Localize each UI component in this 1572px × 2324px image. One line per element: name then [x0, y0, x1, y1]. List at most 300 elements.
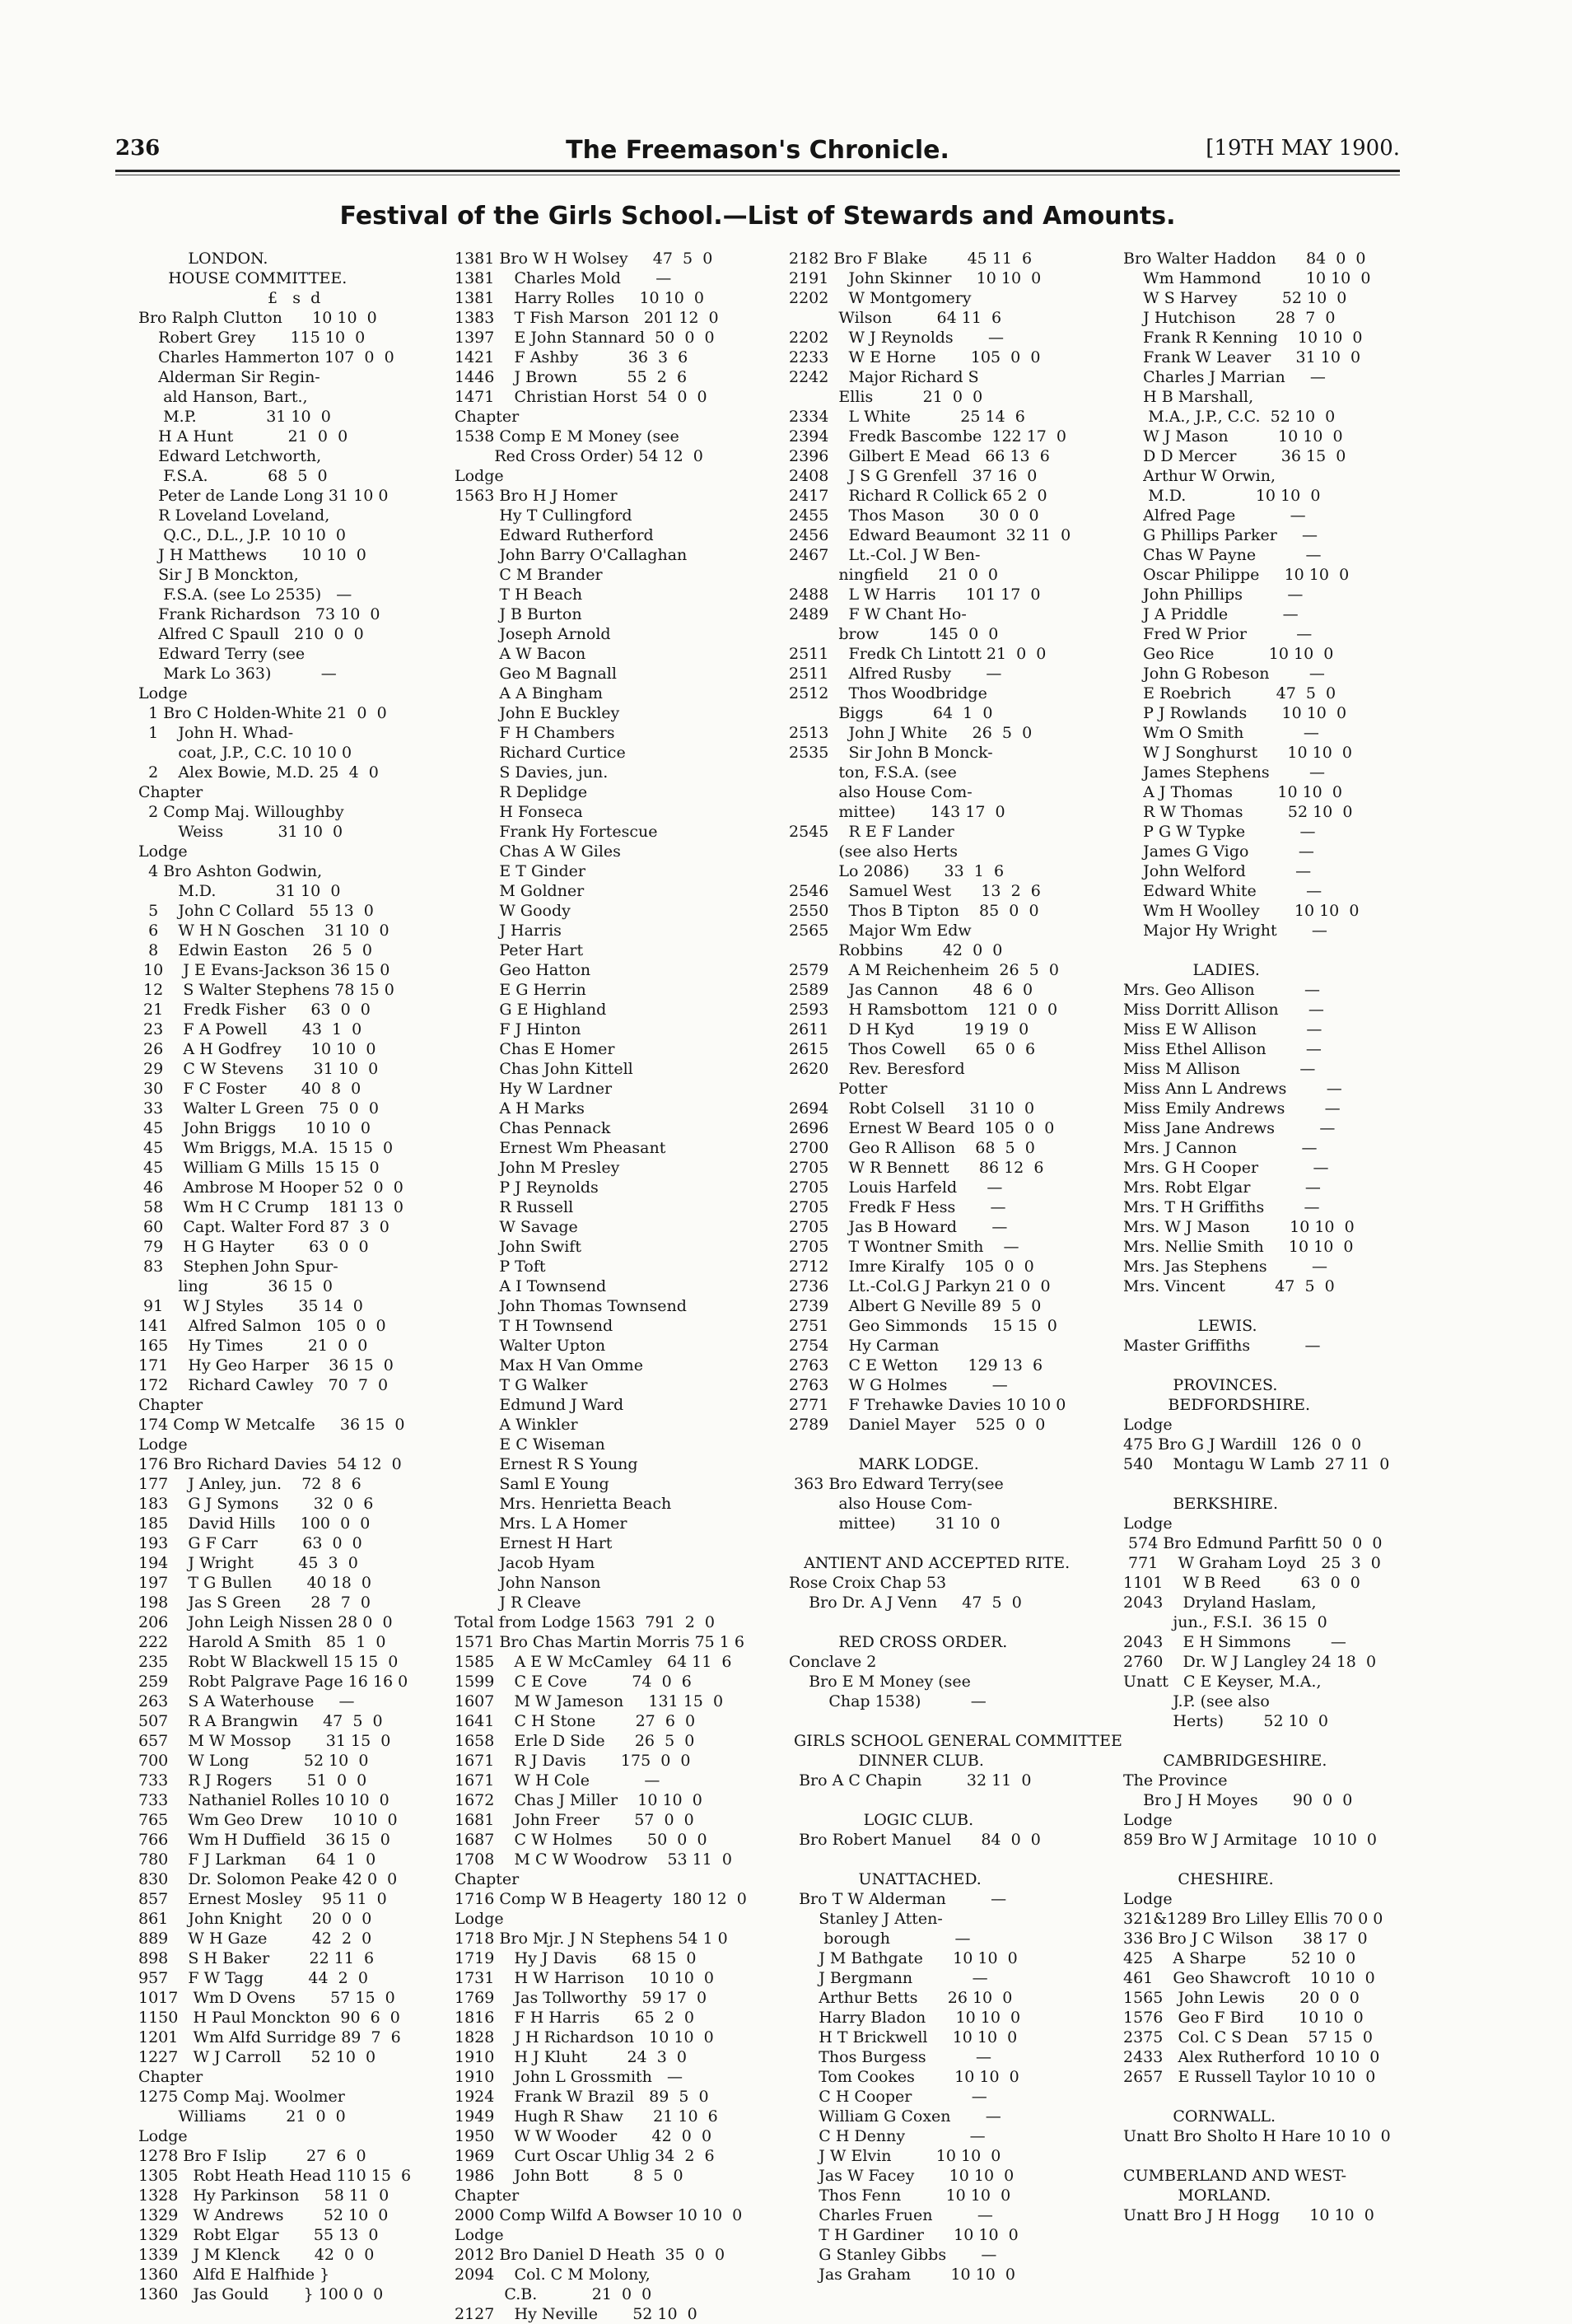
text-line: Jas W Facey 10 10 0	[789, 2167, 1015, 2185]
text-line: ton, F.S.A. (see	[789, 763, 957, 782]
text-line: Edward Rutherford	[455, 526, 654, 544]
text-line: Total from Lodge 1563 791 2 0	[455, 1613, 716, 1631]
text-line: RED CROSS ORDER.	[789, 1633, 1008, 1651]
text-line: 957 F W Tagg 44 2 0	[138, 1969, 368, 1987]
text-line: 58 Wm H C Crump 181 13 0	[138, 1198, 403, 1216]
text-line: Frank Richardson 73 10 0	[138, 605, 380, 623]
text-line: 177 J Anley, jun. 72 8 6	[138, 1475, 362, 1493]
text-line: Lo 2086) 33 1 6	[789, 862, 1005, 880]
text-line: Mrs. J Cannon —	[1123, 1139, 1318, 1157]
text-line: 185 David Hills 100 0 0	[138, 1514, 371, 1533]
text-line: Wilson 64 11 6	[789, 309, 1002, 327]
text-line	[1123, 2146, 1426, 2166]
text-line: 29 C W Stevens 31 10 0	[138, 1060, 379, 1078]
text-line: LONDON.	[138, 250, 268, 268]
text-line: C.B. 21 0 0	[455, 2285, 652, 2303]
text-line: 733 R J Rogers 51 0 0	[138, 1771, 367, 1790]
text-line: Lodge	[138, 684, 188, 702]
text-line: 1471 Christian Horst 54 0 0	[455, 388, 707, 406]
text-line: 1381 Charles Mold —	[455, 269, 672, 287]
text-line: 30 F C Foster 40 8 0	[138, 1080, 362, 1098]
text-line: Frank Hy Fortescue	[455, 823, 658, 841]
text-line	[1123, 2087, 1426, 2107]
text-line: 176 Bro Richard Davies 54 12 0	[138, 1455, 402, 1473]
text-line: 1585 A E W McCamley 64 11 6	[455, 1653, 732, 1671]
text-line: Max H Van Omme	[455, 1356, 643, 1374]
text-line: 10 J E Evans-Jackson 36 15 0	[138, 961, 390, 979]
text-line: Hy W Lardner	[455, 1080, 613, 1098]
text-line: 475 Bro G J Wardill 126 0 0	[1123, 1435, 1362, 1454]
text-line: H B Marshall,	[1123, 388, 1254, 406]
text-line: 2512 Thos Woodbridge	[789, 684, 987, 702]
text-line: Ernest Wm Pheasant	[455, 1139, 666, 1157]
text-line: Miss Ethel Allison —	[1123, 1040, 1322, 1058]
text-line: 2589 Jas Cannon 48 6 0	[789, 981, 1033, 999]
text-line: John Nanson	[455, 1574, 601, 1592]
text-line: 1421 F Ashby 36 3 6	[455, 348, 688, 366]
text-line: James G Vigo —	[1123, 842, 1314, 861]
text-line: Mrs. G H Cooper —	[1123, 1159, 1329, 1177]
text-line: Alderman Sir Regin-	[138, 368, 320, 386]
text-line: 2456 Edward Beaumont 32 11 0	[789, 526, 1071, 544]
text-line	[789, 1612, 1103, 1632]
text-line: Potter	[789, 1080, 888, 1098]
text-line: Unatt Bro Sholto H Hare 10 10 0	[1123, 2127, 1391, 2145]
text-line: 12 S Walter Stephens 78 15 0	[138, 981, 394, 999]
text-line: Unatt C E Keyser, M.A.,	[1123, 1673, 1322, 1691]
text-line: W Goody	[455, 902, 571, 920]
text-line: Miss Ann L Andrews —	[1123, 1080, 1342, 1098]
text-line: 2012 Bro Daniel D Heath 35 0 0	[455, 2246, 725, 2264]
text-line: LEWIS.	[1123, 1317, 1257, 1335]
text-line: 574 Bro Edmund Parfitt 50 0 0	[1123, 1534, 1383, 1552]
issue-date: [19TH MAY 1900.	[1206, 136, 1400, 161]
text-line: Bro Dr. A J Venn 47 5 0	[789, 1594, 1022, 1612]
text-line: Harry Bladon 10 10 0	[789, 2009, 1021, 2027]
text-line	[1123, 1731, 1426, 1751]
text-line: W J Mason 10 10 0	[1123, 427, 1343, 446]
text-line: 2696 Ernest W Beard 105 0 0	[789, 1119, 1055, 1137]
text-line: 8 Edwin Easton 26 5 0	[138, 941, 372, 959]
text-line: 2 Alex Bowie, M.D. 25 4 0	[138, 763, 379, 782]
text-line: 4 Bro Ashton Godwin,	[138, 862, 323, 880]
text-line: 2771 F Trehawke Davies 10 10 0	[789, 1396, 1066, 1414]
text-line: 1101 W B Reed 63 0 0	[1123, 1574, 1360, 1592]
text-line: Lodge	[138, 2127, 188, 2145]
text-line: 2396 Gilbert E Mead 66 13 6	[789, 447, 1050, 465]
text-line: Miss Emily Andrews —	[1123, 1099, 1341, 1118]
text-line: 2334 L White 25 14 6	[789, 408, 1025, 426]
text-line: 889 W H Gaze 42 2 0	[138, 1930, 372, 1948]
text-line: F.S.A. (see Lo 2535) —	[138, 586, 352, 604]
text-line: Thos Burgess —	[789, 2048, 991, 2066]
header-rule	[115, 170, 1400, 172]
text-line: 1383 T Fish Marson 201 12 0	[455, 309, 719, 327]
text-line: Lodge	[1123, 1890, 1173, 1908]
text-line	[1123, 1474, 1426, 1494]
text-line: 1658 Erle D Side 26 5 0	[455, 1732, 695, 1750]
text-line: C H Denny —	[789, 2127, 986, 2145]
text-line: Bro A C Chapin 32 11 0	[789, 1771, 1032, 1790]
text-line: G E Highland	[455, 1001, 607, 1019]
text-line: 2700 Geo R Allison 68 5 0	[789, 1139, 1035, 1157]
text-line: 1 Bro C Holden-White 21 0 0	[138, 704, 387, 722]
text-line: MORLAND.	[1123, 2186, 1271, 2205]
text-line: 540 Montagu W Lamb 27 11 0	[1123, 1455, 1390, 1473]
text-line: LADIES.	[1123, 961, 1260, 979]
text-line: 1201 Wm Alfd Surridge 89 7 6	[138, 2028, 401, 2046]
text-line: 1360 Alfd E Halfhide }	[138, 2266, 330, 2284]
text-line: Mrs. T H Griffiths —	[1123, 1198, 1320, 1216]
text-line: A A Bingham	[455, 684, 603, 702]
text-line: 2000 Comp Wilfd A Bowser 10 10 0	[455, 2206, 743, 2224]
text-line: 171 Hy Geo Harper 36 15 0	[138, 1356, 394, 1374]
text-line: 2375 Col. C S Dean 57 15 0	[1123, 2028, 1373, 2046]
text-line: 2789 Daniel Mayer 525 0 0	[789, 1416, 1046, 1434]
text-line: Geo Hatton	[455, 961, 591, 979]
text-line: 1910 John L Grossmith —	[455, 2068, 683, 2086]
text-line: F J Hinton	[455, 1020, 581, 1038]
text-line: Jas Graham 10 10 0	[789, 2266, 1016, 2284]
text-line: Weiss 31 10 0	[138, 823, 343, 841]
text-line: J Hutchison 28 7 0	[1123, 309, 1336, 327]
text-line: 1381 Harry Rolles 10 10 0	[455, 289, 704, 307]
text-line: Major Hy Wright —	[1123, 922, 1327, 940]
text-line: 2760 Dr. W J Langley 24 18 0	[1123, 1653, 1377, 1671]
text-line: HOUSE COMMITTEE.	[138, 269, 348, 287]
text-line: 1672 Chas J Miller 10 10 0	[455, 1791, 702, 1809]
text-line: 2489 F W Chant Ho-	[789, 605, 967, 623]
text-line: Lodge	[138, 1435, 188, 1454]
text-line: Bro J H Moyes 90 0 0	[1123, 1791, 1353, 1809]
text-line: 259 Robt Palgrave Page 16 16 0	[138, 1673, 408, 1691]
text-line: William G Coxen —	[789, 2107, 1001, 2126]
text-line: borough —	[789, 1930, 971, 1948]
text-line: T H Beach	[455, 586, 583, 604]
text-line: Walter Upton	[455, 1337, 606, 1355]
text-line: 2736 Lt.-Col.G J Parkyn 21 0 0	[789, 1277, 1051, 1295]
text-line	[1123, 1850, 1426, 1869]
text-line: 1671 W H Cole —	[455, 1771, 660, 1790]
text-line: Robbins 42 0 0	[789, 941, 1003, 959]
text-line: 830 Dr. Solomon Peake 42 0 0	[138, 1870, 398, 1888]
text-line: 1731 H W Harrison 10 10 0	[455, 1969, 715, 1987]
text-line: 1718 Bro Mjr. J N Stephens 54 1 0	[455, 1930, 728, 1948]
text-line: Chas Pennack	[455, 1119, 611, 1137]
text-line: John Barry O'Callaghan	[455, 546, 688, 564]
text-line: BEDFORDSHIRE.	[1123, 1396, 1311, 1414]
text-line: 91 W J Styles 35 14 0	[138, 1297, 363, 1315]
page-header	[115, 136, 1400, 169]
text-line: jun., F.S.I. 36 15 0	[1123, 1613, 1327, 1631]
text-line: 2593 H Ramsbottom 121 0 0	[789, 1001, 1058, 1019]
text-line: 2417 Richard R Collick 65 2 0	[789, 487, 1047, 505]
text-line: 2754 Hy Carman	[789, 1337, 940, 1355]
text-line: 1017 Wm D Ovens 57 15 0	[138, 1989, 395, 2007]
text-line: Richard Curtice	[455, 744, 626, 762]
text-line: 2545 R E F Lander	[789, 823, 954, 841]
text-line	[1123, 1296, 1426, 1316]
text-line: 2615 Thos Cowell 65 0 6	[789, 1040, 1036, 1058]
text-line: 2705 W R Bennett 86 12 6	[789, 1159, 1044, 1177]
text-line: Lodge	[138, 842, 188, 861]
text-line: 2579 A M Reichenheim 26 5 0	[789, 961, 1059, 979]
text-line: 2705 Fredk F Hess —	[789, 1198, 1006, 1216]
text-line	[789, 1533, 1103, 1553]
text-line: 2565 Major Wm Edw	[789, 922, 972, 940]
text-line: Tom Cookes 10 10 0	[789, 2068, 1019, 2086]
page-title: Festival of the Girls School.—List of Stewards and Amounts.	[339, 202, 1176, 231]
text-line: Ernest R S Young	[455, 1455, 638, 1473]
text-line: J B Burton	[455, 605, 582, 623]
text-line: ling 36 15 0	[138, 1277, 333, 1295]
text-line: J.P. (see also	[1123, 1692, 1270, 1710]
text-line: 2620 Rev. Beresford	[789, 1060, 965, 1078]
text-line: CHESHIRE.	[1123, 1870, 1274, 1888]
text-line: Wm O Smith —	[1123, 724, 1319, 742]
text-line: 2513 John J White 26 5 0	[789, 724, 1033, 742]
text-line: 45 John Briggs 10 10 0	[138, 1119, 371, 1137]
text-line: GIRLS SCHOOL GENERAL COMMITTEE	[789, 1732, 1122, 1750]
text-line: 700 W Long 52 10 0	[138, 1752, 369, 1770]
text-line: MARK LODGE.	[789, 1455, 979, 1473]
text-line: 2043 Dryland Haslam,	[1123, 1594, 1317, 1612]
text-line: Chas W Payne —	[1123, 546, 1322, 564]
text-line: 2233 W E Horne 105 0 0	[789, 348, 1041, 366]
text-line: M Goldner	[455, 882, 585, 900]
text-line: 2408 J S G Grenfell 37 16 0	[789, 467, 1038, 485]
text-line: E Roebrich 47 5 0	[1123, 684, 1336, 702]
text-line: 1599 C E Cove 74 0 6	[455, 1673, 692, 1691]
text-line: Mrs. Vincent 47 5 0	[1123, 1277, 1335, 1295]
text-line: Bro Walter Haddon 84 0 0	[1123, 250, 1366, 268]
text-line: 2202 W Montgomery	[789, 289, 972, 307]
text-line: Geo M Bagnall	[455, 665, 617, 683]
text-line: Miss Jane Andrews —	[1123, 1119, 1336, 1137]
text-line: 1381 Bro W H Wolsey 47 5 0	[455, 250, 713, 268]
text-line: 657 M W Mossop 31 15 0	[138, 1732, 391, 1750]
text-line: Chapter	[455, 2186, 520, 2205]
text-line: T H Gardiner 10 10 0	[789, 2226, 1019, 2244]
text-line: 766 Wm H Duffield 36 15 0	[138, 1831, 390, 1849]
text-line: R Russell	[455, 1198, 574, 1216]
text-line: 1716 Comp W B Heagerty 180 12 0	[455, 1890, 747, 1908]
text-line: Mrs. L A Homer	[455, 1514, 627, 1533]
text-line: 174 Comp W Metcalfe 36 15 0	[138, 1416, 405, 1434]
text-line: Fred W Prior —	[1123, 625, 1313, 643]
text-line: Lodge	[1123, 1811, 1173, 1829]
text-line: John G Robeson —	[1123, 665, 1325, 683]
text-line: John M Presley	[455, 1159, 620, 1177]
text-line: 461 Geo Shawcroft 10 10 0	[1123, 1969, 1375, 1987]
text-line: 2467 Lt.-Col. J W Ben-	[789, 546, 981, 564]
text-line: Mrs. Robt Elgar —	[1123, 1178, 1321, 1197]
text-line: Alfred Page —	[1123, 506, 1306, 525]
text-line: 45 William G Mills 15 15 0	[138, 1159, 380, 1177]
text-line: ald Hanson, Bart.,	[138, 388, 308, 406]
text-line: D D Mercer 36 15 0	[1123, 447, 1346, 465]
text-line: 857 Ernest Mosley 95 11 0	[138, 1890, 387, 1908]
text-line: E G Herrin	[455, 981, 586, 999]
text-line: 363 Bro Edward Terry(see	[789, 1475, 1004, 1493]
text-line: Oscar Philippe 10 10 0	[1123, 566, 1350, 584]
text-line: 2043 E H Simmons —	[1123, 1633, 1346, 1651]
text-line: 2094 Col. C M Molony,	[455, 2266, 651, 2284]
text-line: 2394 Fredk Bascombe 122 17 0	[789, 427, 1067, 446]
text-line: Saml E Young	[455, 1475, 609, 1493]
text-line: 198 Jas S Green 28 7 0	[138, 1594, 371, 1612]
text-line: Chapter	[138, 1396, 203, 1414]
text-line: Wm H Woolley 10 10 0	[1123, 902, 1360, 920]
text-line: 183 G J Symons 32 0 6	[138, 1495, 374, 1513]
text-line	[789, 1850, 1103, 1869]
text-line: Edward Letchworth,	[138, 447, 322, 465]
text-line: 425 A Sharpe 52 10 0	[1123, 1949, 1356, 1967]
text-line: 2455 Thos Mason 30 0 0	[789, 506, 1039, 525]
text-line: 83 Stephen John Spur-	[138, 1258, 338, 1276]
text-line: ningfield 21 0 0	[789, 566, 999, 584]
text-line: 1816 F H Harris 65 2 0	[455, 2009, 695, 2027]
text-line: 60 Capt. Walter Ford 87 3 0	[138, 1218, 390, 1236]
text-line: 2511 Alfred Rusby —	[789, 665, 1002, 683]
text-line: J Harris	[455, 922, 562, 940]
text-line: (see also Herts	[789, 842, 959, 861]
text-line: R Loveland Loveland,	[138, 506, 330, 525]
text-line: Miss E W Allison —	[1123, 1020, 1322, 1038]
text-line: 1305 Robt Heath Head 110 15 6	[138, 2167, 412, 2185]
text-line: 2550 Thos B Tipton 85 0 0	[789, 902, 1039, 920]
text-line: C H Cooper —	[789, 2088, 987, 2106]
text-line: 1986 John Bott 8 5 0	[455, 2167, 683, 2185]
text-line: 1571 Bro Chas Martin Morris 75 1 6	[455, 1633, 745, 1651]
text-line: 1719 Hy J Davis 68 15 0	[455, 1949, 697, 1967]
text-line: Master Griffiths —	[1123, 1337, 1321, 1355]
text-line: 141 Alfred Salmon 105 0 0	[138, 1317, 386, 1335]
text-line: 2712 Imre Kiralfy 105 0 0	[789, 1258, 1034, 1276]
text-line: Frank R Kenning 10 10 0	[1123, 329, 1363, 347]
text-line: CORNWALL.	[1123, 2107, 1276, 2126]
text-line: Bro Robert Manuel 84 0 0	[789, 1831, 1041, 1849]
text-line: ANTIENT AND ACCEPTED RITE.	[789, 1554, 1071, 1572]
text-line: also House Com-	[789, 783, 973, 801]
text-line: John Swift	[455, 1238, 581, 1256]
text-line: A W Bacon	[455, 645, 586, 663]
text-line: Joseph Arnold	[455, 625, 611, 643]
text-line: 5 John C Collard 55 13 0	[138, 902, 374, 920]
text-line: R Deplidge	[455, 783, 588, 801]
text-line: A J Thomas 10 10 0	[1123, 783, 1342, 801]
text-line: 1924 Frank W Brazil 89 5 0	[455, 2088, 709, 2106]
text-line: also House Com-	[789, 1495, 973, 1513]
text-line: R W Thomas 52 10 0	[1123, 803, 1353, 821]
text-line: 46 Ambrose M Hooper 52 0 0	[138, 1178, 403, 1197]
text-line: 2242 Major Richard S	[789, 368, 979, 386]
text-line: 1563 Bro H J Homer	[455, 487, 618, 505]
text-line: 780 F J Larkman 64 1 0	[138, 1850, 376, 1869]
text-line: Geo Rice 10 10 0	[1123, 645, 1334, 663]
text-line: 1708 M C W Woodrow 53 11 0	[455, 1850, 732, 1869]
text-line: Lodge	[455, 2226, 504, 2244]
text-line: 1360 Jas Gould } 100 0 0	[138, 2285, 384, 2303]
text-line: F.S.A. 68 5 0	[138, 467, 328, 485]
text-line: Mrs. Nellie Smith 10 10 0	[1123, 1238, 1354, 1256]
text-line: G Phillips Parker —	[1123, 526, 1318, 544]
text-line: 1565 John Lewis 20 0 0	[1123, 1989, 1360, 2007]
text-line: Mrs. Henrietta Beach	[455, 1495, 672, 1513]
text-line: Peter de Lande Long 31 10 0	[138, 487, 389, 505]
text-line: 507 R A Brangwin 47 5 0	[138, 1712, 383, 1730]
text-line: coat, J.P., C.C. 10 10 0	[138, 744, 352, 762]
text-line: 2191 John Skinner 10 10 0	[789, 269, 1042, 287]
text-line: Biggs 64 1 0	[789, 704, 993, 722]
text-line: 1 John H. Whad-	[138, 724, 294, 742]
text-line: 771 W Graham Loyd 25 3 0	[1123, 1554, 1381, 1572]
text-line: 2694 Robt Colsell 31 10 0	[789, 1099, 1035, 1118]
text-line: Thos Fenn 10 10 0	[789, 2186, 1011, 2205]
text-line: Mrs. W J Mason 10 10 0	[1123, 1218, 1355, 1236]
text-line	[789, 1790, 1103, 1810]
text-line: Charles J Marrian —	[1123, 368, 1326, 386]
text-line: Lodge	[455, 467, 504, 485]
text-line: 321&1289 Bro Lilley Ellis 70 0 0	[1123, 1910, 1383, 1928]
text-line: J W Elvin 10 10 0	[789, 2147, 1001, 2165]
text-line: 733 Nathaniel Rolles 10 10 0	[138, 1791, 390, 1809]
text-line: 263 S A Waterhouse —	[138, 1692, 355, 1710]
text-line: 45 Wm Briggs, M.A. 15 15 0	[138, 1139, 394, 1157]
text-line: 2739 Albert G Neville 89 5 0	[789, 1297, 1042, 1315]
text-line: £ s d	[138, 289, 321, 307]
text-line: 1969 Curt Oscar Uhlig 34 2 6	[455, 2147, 715, 2165]
text-line: G Stanley Gibbs —	[789, 2246, 997, 2264]
text-line	[1123, 1356, 1426, 1375]
text-line: Jacob Hyam	[455, 1554, 595, 1572]
text-line: DINNER CLUB.	[789, 1752, 984, 1770]
text-line: 206 John Leigh Nissen 28 0 0	[138, 1613, 393, 1631]
text-line: Robert Grey 115 10 0	[138, 329, 366, 347]
text-line: 1339 J M Klenck 42 0 0	[138, 2246, 375, 2264]
text-line: 2488 L W Harris 101 17 0	[789, 586, 1041, 604]
text-line: A I Townsend	[455, 1277, 607, 1295]
text-line: 2433 Alex Rutherford 10 10 0	[1123, 2048, 1380, 2066]
text-line: 193 G F Carr 63 0 0	[138, 1534, 362, 1552]
text-line: 1950 W W Wooder 42 0 0	[455, 2127, 712, 2145]
text-line: Hy T Cullingford	[455, 506, 632, 525]
text-line: brow 145 0 0	[789, 625, 999, 643]
text-line: Alfred C Spaull 210 0 0	[138, 625, 364, 643]
text-line: 2535 Sir John B Monck-	[789, 744, 993, 762]
text-line: H T Brickwell 10 10 0	[789, 2028, 1018, 2046]
text-line: Chas A W Giles	[455, 842, 621, 861]
text-line: UNATTACHED.	[789, 1870, 982, 1888]
text-line: 1329 Robt Elgar 55 13 0	[138, 2226, 379, 2244]
text-line: P J Rowlands 10 10 0	[1123, 704, 1347, 722]
text-line	[789, 1711, 1103, 1731]
text-line: The Province	[1123, 1771, 1228, 1790]
text-line: A H Marks	[455, 1099, 585, 1118]
text-line: Mark Lo 363) —	[138, 665, 337, 683]
text-line: Edmund J Ward	[455, 1396, 624, 1414]
text-line: LOGIC CLUB.	[789, 1811, 974, 1829]
text-line: 1949 Hugh R Shaw 21 10 6	[455, 2107, 718, 2126]
text-line: T G Walker	[455, 1376, 588, 1394]
text-line: Peter Hart	[455, 941, 584, 959]
text-line: 1397 E John Stannard 50 0 0	[455, 329, 715, 347]
text-line: Bro T W Alderman —	[789, 1890, 1007, 1908]
text-line: Arthur Betts 26 10 0	[789, 1989, 1013, 2007]
text-line: BERKSHIRE.	[1123, 1495, 1279, 1513]
text-line: mittee) 31 10 0	[789, 1514, 1001, 1533]
text-line: M.D. 31 10 0	[138, 882, 341, 900]
